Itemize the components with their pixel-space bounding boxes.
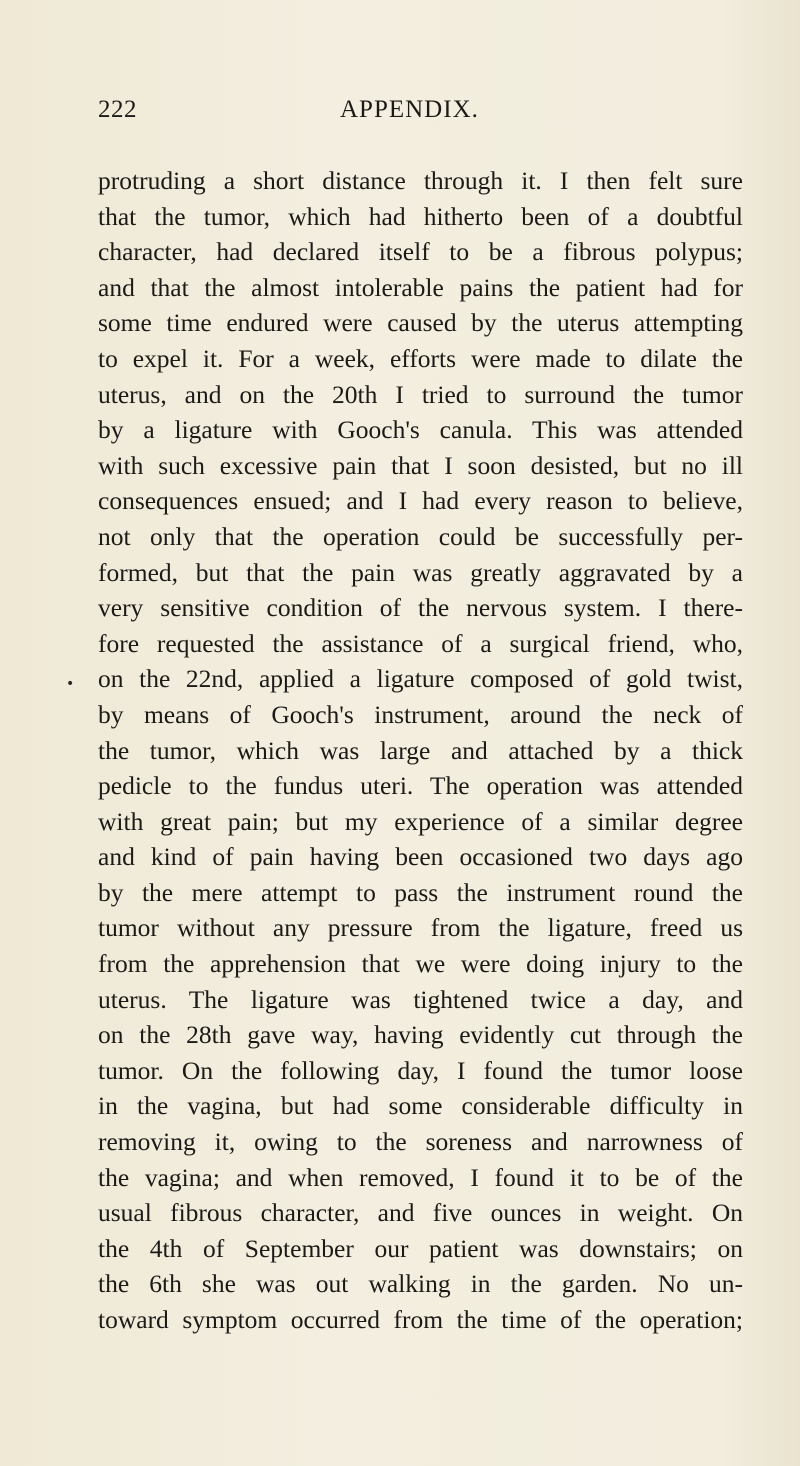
body-text bbox=[98, 163, 743, 1338]
text-line: pedicle to the fundus uteri. The operation was attended bbox=[98, 771, 743, 801]
text-line: the 4th of September our patient was downstairs; on bbox=[98, 1233, 743, 1263]
text-line: with such excessive pain that I soon desisted, but no ill bbox=[98, 450, 743, 480]
text-line: character, had declared itself to be a fibrous polypus; bbox=[98, 237, 743, 267]
page-number: 222 bbox=[98, 96, 137, 123]
text-line: to expel it. For a week, efforts were made to dilate the bbox=[98, 343, 743, 373]
page-header bbox=[98, 96, 758, 136]
text-line: in the vagina, but had some considerable difficulty in bbox=[98, 1091, 743, 1121]
text-line: on the 22nd, applied a ligature composed of gold twist, bbox=[98, 664, 743, 694]
text-line: some time endured were caused by the uterus attempting bbox=[98, 308, 743, 338]
text-line: toward symptom occurred from the time of the operation; bbox=[98, 1305, 743, 1334]
text-line: removing it, owing to the soreness and narrowness of bbox=[98, 1127, 743, 1157]
text-line: tumor without any pressure from the ligature, freed us bbox=[98, 913, 743, 943]
text-line: uterus, and on the 20th I tried to surround the tumor bbox=[98, 379, 743, 409]
text-line: the vagina; and when removed, I found it to be of the bbox=[98, 1162, 743, 1192]
text-line: consequences ensued; and I had every reason to believe, bbox=[98, 486, 743, 516]
text-line: by a ligature with Gooch's canula. This was attended bbox=[98, 415, 743, 445]
text-line: the 6th she was out walking in the garden. No un- bbox=[98, 1269, 743, 1299]
text-line: uterus. The ligature was tightened twice a day, and bbox=[98, 984, 743, 1014]
text-line: the tumor, which was large and attached by a thick bbox=[98, 735, 743, 765]
text-line: tumor. On the following day, I found the tumor loose bbox=[98, 1055, 743, 1085]
text-line: from the apprehension that we were doing injury to the bbox=[98, 949, 743, 979]
text-line: and kind of pain having been occasioned two days ago bbox=[98, 842, 743, 872]
text-line: by the mere attempt to pass the instrument round the bbox=[98, 877, 743, 907]
text-line: with great pain; but my experience of a similar degree bbox=[98, 806, 743, 836]
text-line: on the 28th gave way, having evidently cut through the bbox=[98, 1020, 743, 1050]
text-line: fore requested the assistance of a surgical friend, who, bbox=[98, 628, 743, 658]
text-line: and that the almost intolerable pains the patient had for bbox=[98, 272, 743, 302]
margin-mark: • bbox=[66, 676, 75, 692]
text-line: that the tumor, which had hitherto been of a doubtful bbox=[98, 201, 743, 231]
text-line: by means of Gooch's instrument, around the neck of bbox=[98, 699, 743, 729]
text-line: usual fibrous character, and five ounces in weight. On bbox=[98, 1198, 743, 1228]
text-line: very sensitive condition of the nervous system. I there- bbox=[98, 593, 743, 623]
text-line: formed, but that the pain was greatly aggravated by a bbox=[98, 557, 743, 587]
text-line: not only that the operation could be successfully per- bbox=[98, 521, 743, 551]
running-head: APPENDIX. bbox=[340, 96, 479, 123]
text-line: protruding a short distance through it. I then felt sure bbox=[98, 166, 743, 195]
